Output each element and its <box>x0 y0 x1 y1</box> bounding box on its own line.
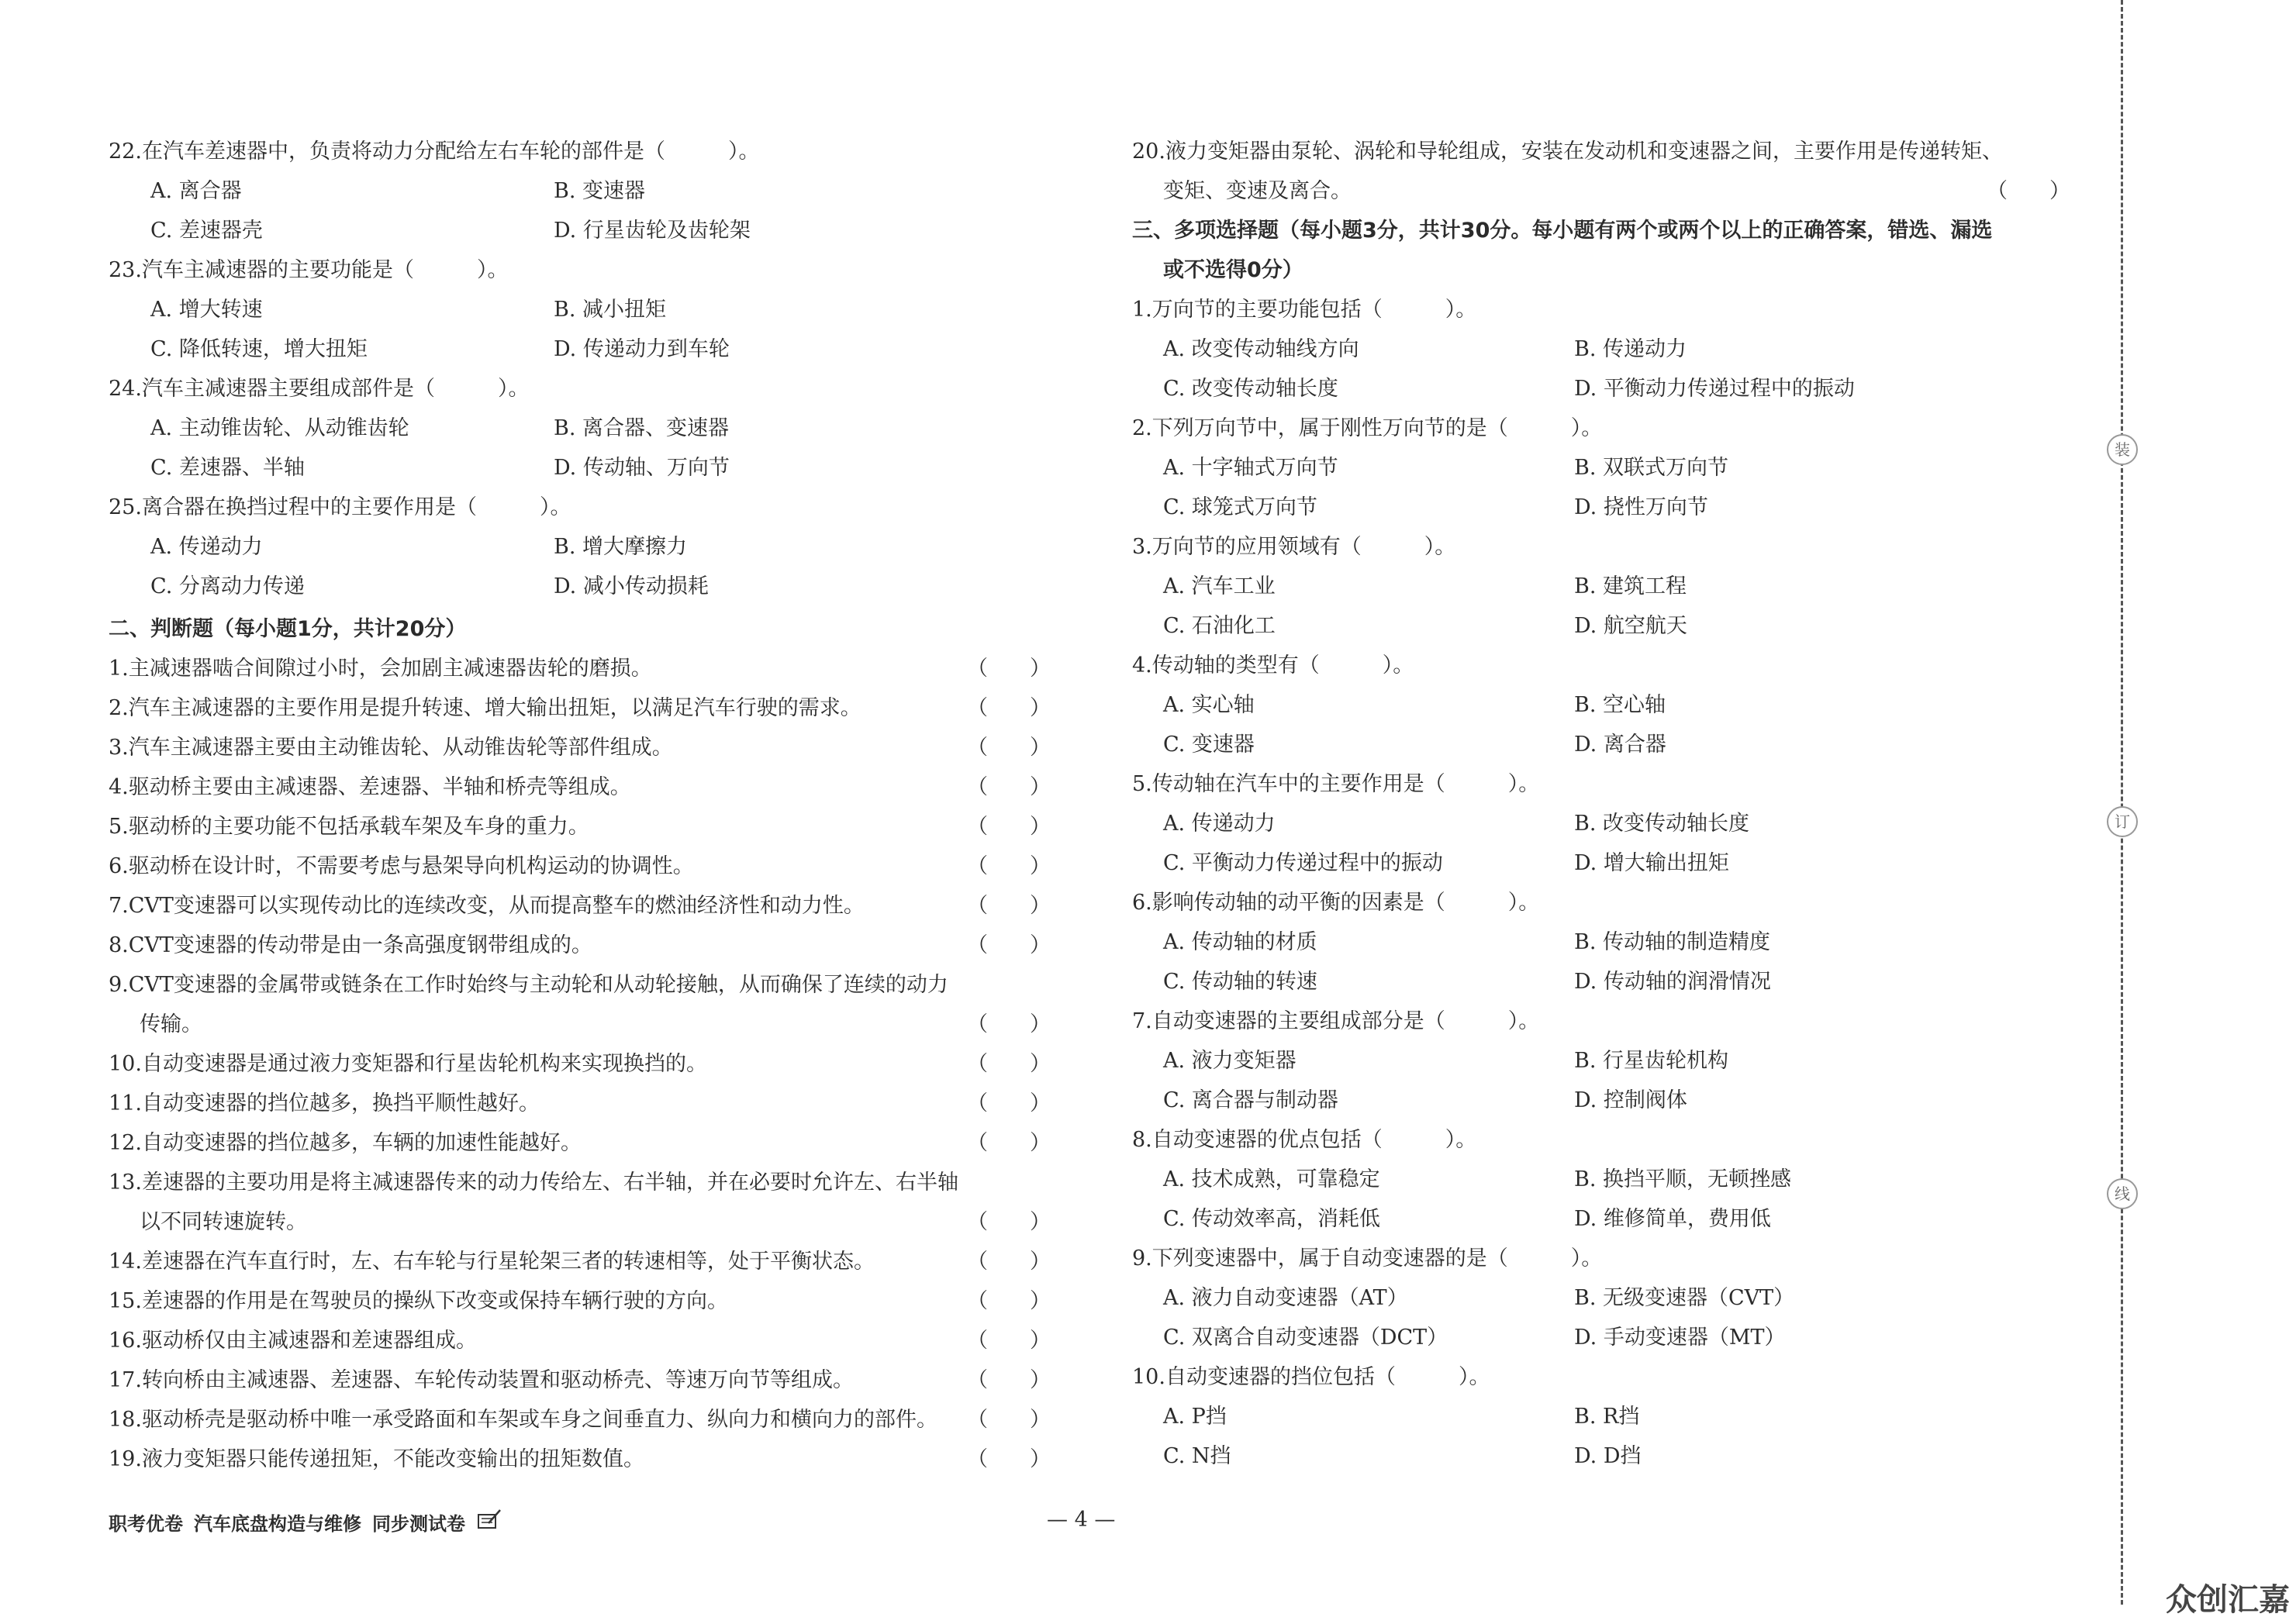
question-text: 自动变速器的挡位越多，车辆的加速性能越好。 <box>141 1131 582 1155</box>
tf-question-line <box>109 1321 1051 1360</box>
answer-parentheses[interactable]: （ ） <box>967 815 1051 839</box>
question-number: 6. <box>1132 891 1152 915</box>
answer-parentheses[interactable]: （ ） <box>967 1447 1051 1471</box>
question-text: 转向桥由主减速器、差速器、车轮传动装置和驱动桥壳、等速万向节等组成。 <box>141 1368 854 1392</box>
answer-parentheses[interactable]: （ ） <box>967 1131 1051 1155</box>
question-number: 5. <box>1132 772 1152 796</box>
question-line <box>1132 883 2070 922</box>
question-text: CVT变速器的金属带或链条在工作时始终与主动轮和从动轮接触，从而确保了连续的动力 <box>128 973 948 997</box>
option: B. 增大摩擦力 <box>554 535 688 559</box>
question-line <box>109 369 1051 409</box>
question-text: 自动变速器是通过液力变矩器和行星齿轮机构来实现换挡的。 <box>141 1052 707 1076</box>
question-number: 14. <box>109 1250 142 1274</box>
option: C. 变速器 <box>1163 733 1255 757</box>
tf-question-line <box>109 1440 1051 1479</box>
option: B. 传递动力 <box>1574 337 1687 361</box>
question-number: 13. <box>109 1171 142 1195</box>
question-line <box>1132 764 2070 804</box>
binding-cut-line <box>2121 0 2123 1605</box>
option: C. 平衡动力传递过程中的振动 <box>1163 851 1443 875</box>
question-number: 24. <box>109 377 142 401</box>
question-text: 液力变矩器只能传递扭矩，不能改变输出的扭矩数值。 <box>141 1447 644 1471</box>
option: D. 航空航天 <box>1574 614 1687 638</box>
option: C. 差速器、半轴 <box>150 456 305 480</box>
answer-parentheses[interactable]: （ ） <box>967 696 1051 720</box>
option: D. 行星齿轮及齿轮架 <box>554 219 751 243</box>
question-text: 自动变速器的主要组成部分是（ ）。 <box>1151 1009 1540 1033</box>
question-number: 3. <box>1132 535 1152 559</box>
question-line <box>109 250 1051 290</box>
option: C. 分离动力传递 <box>150 574 305 598</box>
option: D. 离合器 <box>1574 733 1666 757</box>
tf-question-line <box>109 926 1051 965</box>
tf-question-line <box>109 807 1051 846</box>
question-text: 影响传动轴的动平衡的因素是（ ）。 <box>1151 891 1540 915</box>
option-row <box>1132 369 2070 409</box>
question-text: 差速器在汽车直行时，左、右车轮与行星轮架三者的转速相等，处于平衡状态。 <box>141 1250 875 1274</box>
option: C. 离合器与制动器 <box>1163 1088 1338 1112</box>
option-row <box>1132 1397 2070 1436</box>
answer-parentheses[interactable]: （ ） <box>967 736 1051 760</box>
option: D. 传动轴的润滑情况 <box>1574 970 1771 994</box>
option-row <box>1132 606 2070 646</box>
tf-question-line <box>109 1044 1051 1084</box>
option: A. 汽车工业 <box>1163 574 1276 598</box>
answer-parentheses[interactable]: （ ） <box>967 1091 1051 1115</box>
tf-question-line <box>109 1084 1051 1123</box>
question-text: 驱动桥壳是驱动桥中唯一承受路面和车架或车身之间垂直力、纵向力和横向力的部件。 <box>141 1408 937 1432</box>
question-number: 8. <box>1132 1128 1152 1152</box>
question-number: 8. <box>109 933 129 957</box>
tf-question-line <box>109 1360 1051 1400</box>
option: B. 传动轴的制造精度 <box>1574 930 1771 954</box>
question-text: 主减速器啮合间隙过小时，会加剧主减速器齿轮的磨损。 <box>128 657 652 681</box>
question-number: 7. <box>1132 1009 1152 1033</box>
option-row <box>1132 685 2070 725</box>
tf-question-line <box>109 886 1051 926</box>
option-row <box>1132 843 2070 883</box>
option: A. 主动锥齿轮、从动锥齿轮 <box>150 416 409 440</box>
answer-parentheses[interactable]: （ ） <box>967 1012 1051 1036</box>
option: B. 减小扭矩 <box>554 298 667 322</box>
answer-parentheses[interactable]: （ ） <box>967 1052 1051 1076</box>
question-text: 差速器的主要功用是将主减速器传来的动力传给左、右半轴，并在必要时允许左、右半轴 <box>141 1171 958 1195</box>
page-number: — 4 — <box>1047 1508 1116 1532</box>
option-row <box>1132 962 2070 1002</box>
question-text: 汽车主减速器主要由主动锥齿轮、从动锥齿轮等部件组成。 <box>128 736 673 760</box>
question-text: 汽车主减速器的主要作用是提升转速、增大输出扭矩，以满足汽车行驶的需求。 <box>128 696 861 720</box>
question-number: 19. <box>109 1447 142 1471</box>
question-text: 在汽车差速器中，负责将动力分配给左右车轮的部件是（ ）。 <box>141 140 760 164</box>
option: D. 传递动力到车轮 <box>554 337 730 361</box>
question-number: 5. <box>109 815 129 839</box>
option-row <box>1132 725 2070 764</box>
tf-question-line <box>1132 132 2070 171</box>
question-number: 15. <box>109 1289 142 1313</box>
question-line <box>109 132 1051 171</box>
option: B. 离合器、变速器 <box>554 416 730 440</box>
option: C. 球笼式万向节 <box>1163 495 1317 519</box>
tf-question-line <box>109 767 1051 807</box>
tf-question-line <box>109 846 1051 886</box>
option: D. 控制阀体 <box>1574 1088 1687 1112</box>
option: B. 建筑工程 <box>1574 574 1687 598</box>
option-row <box>1132 1041 2070 1081</box>
option-row <box>1132 922 2070 962</box>
option: C. 降低转速，增大扭矩 <box>150 337 368 361</box>
option: B. 行星齿轮机构 <box>1574 1049 1729 1073</box>
question-number: 9. <box>109 973 129 997</box>
question-line <box>1132 409 2070 448</box>
option-row <box>1132 488 2070 527</box>
option: A. 改变传动轴线方向 <box>1163 337 1359 361</box>
tf-question-line <box>109 688 1051 728</box>
question-number: 18. <box>109 1408 142 1432</box>
option: D. 平衡动力传递过程中的振动 <box>1574 377 1855 401</box>
option: B. 改变传动轴长度 <box>1574 812 1750 836</box>
option-row <box>109 527 1051 567</box>
question-text: 驱动桥主要由主减速器、差速器、半轴和桥壳等组成。 <box>128 775 631 799</box>
option: C. 传动轴的转速 <box>1163 970 1317 994</box>
option: D. 挠性万向节 <box>1574 495 1708 519</box>
option: C. 改变传动轴长度 <box>1163 377 1338 401</box>
option: A. 实心轴 <box>1163 693 1255 717</box>
question-line <box>1132 1357 2070 1397</box>
option: A. 技术成熟，可靠稳定 <box>1163 1167 1380 1191</box>
tf-question-line <box>109 1281 1051 1321</box>
option-row <box>1132 329 2070 369</box>
question-number: 4. <box>1132 653 1152 678</box>
question-number: 9. <box>1132 1246 1152 1271</box>
question-number: 23. <box>109 258 142 282</box>
option-row <box>1132 804 2070 843</box>
question-text: 传动轴的类型有（ ）。 <box>1151 653 1414 678</box>
question-text: 传动轴在汽车中的主要作用是（ ）。 <box>1151 772 1540 796</box>
tf-question-line <box>109 649 1051 688</box>
option: C. 石油化工 <box>1163 614 1276 638</box>
tf-question-line <box>109 1123 1051 1163</box>
option: B. 双联式万向节 <box>1574 456 1729 480</box>
answer-parentheses[interactable]: （ ） <box>967 854 1051 878</box>
question-text-cont: 以不同转速旋转。 <box>140 1210 307 1234</box>
question-line <box>1132 290 2070 329</box>
answer-parentheses[interactable]: （ ） <box>967 1289 1051 1313</box>
question-number: 16. <box>109 1329 142 1353</box>
question-text: 下列变速器中，属于自动变速器的是（ ）。 <box>1151 1246 1603 1271</box>
option: C. N挡 <box>1163 1444 1231 1468</box>
question-number: 17. <box>109 1368 142 1392</box>
question-text: 驱动桥仅由主减速器和差速器组成。 <box>141 1329 477 1353</box>
option: B. 无级变速器（CVT） <box>1574 1286 1795 1310</box>
option: A. 液力自动变速器（AT） <box>1163 1286 1408 1310</box>
question-text: 万向节的应用领域有（ ）。 <box>1151 535 1456 559</box>
question-number: 1. <box>1132 298 1152 322</box>
option-row <box>109 171 1051 211</box>
footer-title <box>109 1508 502 1536</box>
option: A. 传递动力 <box>1163 812 1276 836</box>
question-number: 20. <box>1132 140 1165 164</box>
option-row <box>109 290 1051 329</box>
option: A. 十字轴式万向节 <box>1163 456 1338 480</box>
question-number: 22. <box>109 140 142 164</box>
answer-parentheses[interactable]: （ ） <box>967 894 1051 918</box>
page-footer <box>109 1508 2063 1539</box>
question-text: 下列万向节中，属于刚性万向节的是（ ）。 <box>1151 416 1603 440</box>
question-text: 汽车主减速器的主要功能是（ ）。 <box>141 258 509 282</box>
question-text: 自动变速器的挡位包括（ ）。 <box>1165 1365 1490 1389</box>
question-text: 驱动桥在设计时，不需要考虑与悬架导向机构运动的协调性。 <box>128 854 694 878</box>
section-title-cont: 或不选得0分） <box>1163 258 1303 282</box>
option: A. 增大转速 <box>150 298 263 322</box>
question-line <box>1132 1002 2070 1041</box>
option-row <box>1132 1199 2070 1239</box>
left-column <box>109 132 1051 1479</box>
option: D. 增大输出扭矩 <box>1574 851 1729 875</box>
side-mark-2: 订 <box>2107 806 2138 837</box>
tf-question-line <box>109 728 1051 767</box>
option-row <box>1132 448 2070 488</box>
option-row <box>1132 1278 2070 1318</box>
option: B. 变速器 <box>554 179 646 203</box>
question-text: 自动变速器的挡位越多，换挡平顺性越好。 <box>141 1091 540 1115</box>
answer-parentheses[interactable]: （ ） <box>967 657 1051 681</box>
option-row <box>1132 1160 2070 1199</box>
question-number: 10. <box>109 1052 142 1076</box>
answer-parentheses[interactable]: （ ） <box>967 1250 1051 1274</box>
option: B. R挡 <box>1574 1405 1640 1429</box>
tf-question-line <box>109 1400 1051 1440</box>
footer-series: 同步测试卷 <box>372 1512 465 1535</box>
option: A. P挡 <box>1163 1405 1227 1429</box>
question-text: 差速器的作用是在驾驶员的操纵下改变或保持车辆行驶的方向。 <box>141 1289 728 1313</box>
answer-parentheses[interactable]: （ ） <box>967 1368 1051 1392</box>
question-text-cont: 传输。 <box>140 1012 202 1036</box>
option-row <box>1132 567 2070 606</box>
question-text: 汽车主减速器主要组成部件是（ ）。 <box>141 377 530 401</box>
question-number: 12. <box>109 1131 142 1155</box>
option: B. 换挡平顺，无顿挫感 <box>1574 1167 1792 1191</box>
side-mark-1: 装 <box>2107 434 2138 465</box>
watermark-logo: 众创汇嘉 <box>2166 1582 2290 1618</box>
option-row <box>109 567 1051 606</box>
right-column <box>1132 132 2070 1476</box>
option-row <box>1132 1081 2070 1120</box>
option: D. 维修简单，费用低 <box>1574 1207 1771 1231</box>
answer-parentheses[interactable]: （ ） <box>1987 179 2070 203</box>
option: D. 手动变速器（MT） <box>1574 1326 1786 1350</box>
option-row <box>1132 1436 2070 1476</box>
answer-parentheses[interactable]: （ ） <box>967 775 1051 799</box>
question-number: 11. <box>109 1091 142 1115</box>
question-line <box>1132 1239 2070 1278</box>
option: D. 传动轴、万向节 <box>554 456 730 480</box>
question-text: CVT变速器可以实现传动比的连续改变，从而提高整车的燃油经济性和动力性。 <box>128 894 865 918</box>
question-text: 万向节的主要功能包括（ ）。 <box>1151 298 1477 322</box>
question-number: 2. <box>109 696 129 720</box>
question-line <box>109 488 1051 527</box>
question-number: 3. <box>109 736 129 760</box>
option: A. 液力变矩器 <box>1163 1049 1296 1073</box>
question-number: 1. <box>109 657 129 681</box>
question-text: 离合器在换挡过程中的主要作用是（ ）。 <box>141 495 571 519</box>
question-continuation <box>109 1005 1051 1044</box>
option: A. 传动轴的材质 <box>1163 930 1317 954</box>
question-continuation <box>1132 171 2070 211</box>
option-row <box>109 329 1051 369</box>
question-number: 4. <box>109 775 129 799</box>
question-text-cont: 变矩、变速及离合。 <box>1163 179 1352 203</box>
option: C. 传动效率高，消耗低 <box>1163 1207 1380 1231</box>
option: C. 双离合自动变速器（DCT） <box>1163 1326 1448 1350</box>
option: A. 传递动力 <box>150 535 263 559</box>
question-number: 25. <box>109 495 142 519</box>
tf-question-line <box>109 1163 1051 1202</box>
option-row <box>109 409 1051 448</box>
question-line <box>1132 527 2070 567</box>
answer-parentheses[interactable]: （ ） <box>967 1408 1051 1432</box>
question-text: CVT变速器的传动带是由一条高强度钢带组成的。 <box>128 933 592 957</box>
question-number: 10. <box>1132 1365 1165 1389</box>
option: A. 离合器 <box>150 179 242 203</box>
question-text: 液力变矩器由泵轮、涡轮和导轮组成，安装在发动机和变速器之间，主要作用是传递转矩、 <box>1165 140 2003 164</box>
pencil-notebook-icon <box>476 1508 502 1536</box>
question-number: 6. <box>109 854 129 878</box>
option-row <box>1132 1318 2070 1357</box>
answer-parentheses[interactable]: （ ） <box>967 1210 1051 1234</box>
option-row <box>109 448 1051 488</box>
option: D. D挡 <box>1574 1444 1642 1468</box>
question-number: 2. <box>1132 416 1152 440</box>
option: D. 减小传动损耗 <box>554 574 709 598</box>
option-row <box>109 211 1051 250</box>
footer-subject: 汽车底盘构造与维修 <box>194 1512 361 1535</box>
tf-question-line <box>109 1242 1051 1281</box>
question-number: 7. <box>109 894 129 918</box>
question-text: 自动变速器的优点包括（ ）。 <box>1151 1128 1477 1152</box>
section-title-judgment: 二、判断题（每小题1分，共计20分） <box>109 617 467 641</box>
question-text: 驱动桥的主要功能不包括承载车架及车身的重力。 <box>128 815 589 839</box>
option: C. 差速器壳 <box>150 219 263 243</box>
footer-brand: 职考优卷 <box>109 1512 183 1535</box>
question-line <box>1132 646 2070 685</box>
answer-parentheses[interactable]: （ ） <box>967 933 1051 957</box>
answer-parentheses[interactable]: （ ） <box>967 1329 1051 1353</box>
option: B. 空心轴 <box>1574 693 1666 717</box>
section-title-multi-choice: 三、多项选择题（每小题3分，共计30分。每小题有两个或两个以上的正确答案，错选、漏选 <box>1132 219 1993 243</box>
question-continuation <box>109 1202 1051 1242</box>
question-line <box>1132 1120 2070 1160</box>
side-mark-3: 线 <box>2107 1178 2138 1209</box>
tf-question-line <box>109 965 1051 1005</box>
